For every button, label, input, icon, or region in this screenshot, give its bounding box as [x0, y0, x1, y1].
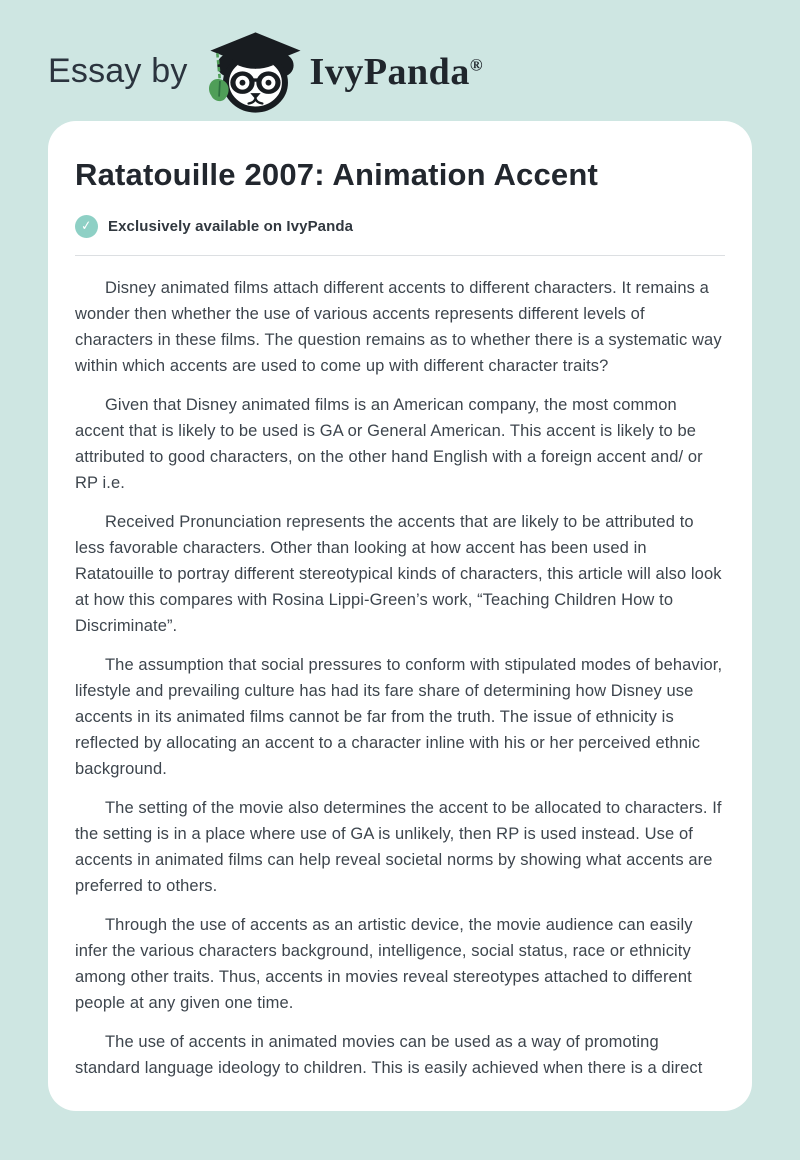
brand-wordmark: IvyPanda® [309, 50, 484, 93]
ivypanda-logo[interactable] [200, 26, 483, 118]
exclusive-badge-label: Exclusively available on IvyPanda [108, 217, 354, 235]
essay-paragraph: Through the use of accents as an artistic device, the movie audience can easily infer the various characters background, intelligence, social status, race or ethnicity among other traits. Thus, accents in movies reveal stereotypes attached to different people at any given one time. [75, 915, 693, 1012]
essay-paragraph: Disney animated films attach different accents to different characters. It remains a wonder then whether the use of various accents represents different levels of characters in these films. The question remains as to whether there is a systematic way within which accents are used to come up with different character traits? [75, 278, 722, 375]
check-icon: ✓ [75, 215, 98, 238]
exclusive-badge [75, 215, 725, 238]
header-divider [75, 255, 725, 256]
essay-paragraph: The setting of the movie also determines the accent to be allocated to characters. If the setting is in a place where use of GA is unlikely, then RP is used instead. Use of accents in animated films can help reveal societal norms by showing what accents are preferred to others. [75, 798, 722, 895]
page-title: Ratatouille 2007: Animation Accent [75, 157, 599, 192]
essay-paragraph: The use of accents in animated movies can be used as a way of promoting standard language ideology to children. This is easily achieved when there is a direct [75, 1032, 703, 1077]
site-header [0, 0, 800, 121]
registered-trademark: ® [469, 54, 484, 74]
essay-paragraph: The assumption that social pressures to conform with stipulated modes of behavior, lifestyle and prevailing culture has had its fare share of determining how Disney use accents in its animated films cannot be far from the truth. The issue of ethnicity is reflected by allocating an accent to a character inline with his or her perceived ethnic background. [75, 655, 723, 778]
essay-paragraph: Given that Disney animated films is an American company, the most common accent that is likely to be used is GA or General American. This accent is likely to be attributed to good characters, on the other hand English with a foreign accent and/ or RP i.e. [75, 395, 703, 492]
essay-body [75, 275, 725, 1081]
essay-by-label: Essay by [48, 52, 188, 90]
essay-card [48, 121, 752, 1111]
panda-graduate-icon [200, 30, 304, 118]
essay-paragraph: Received Pronunciation represents the accents that are likely to be attributed to less favorable characters. Other than looking at how accent has been used in Ratatouille to portray different stereotypical kinds of characters, this article will also look at how this compares with Rosina Lippi-Green’s work, “Teaching Children How to Discriminate”. [75, 512, 722, 635]
